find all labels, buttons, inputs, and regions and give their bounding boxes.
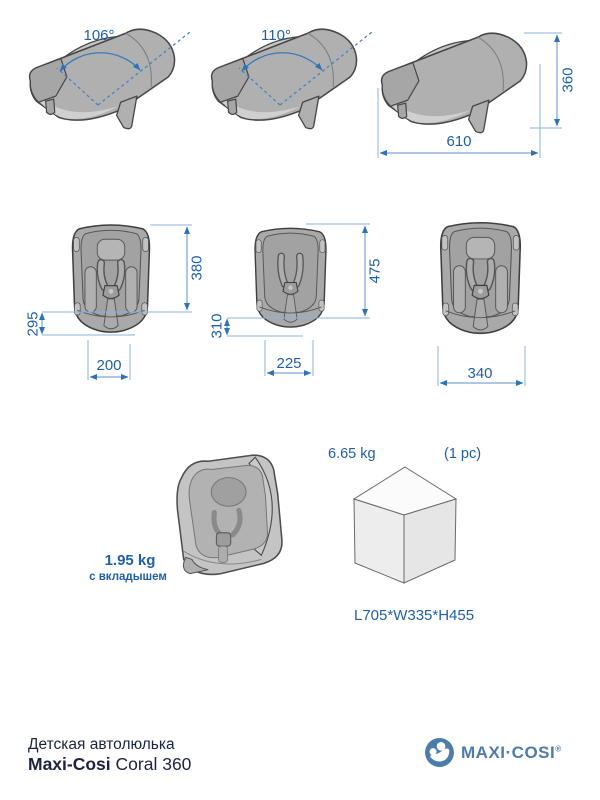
- maxi-cosi-logo-icon: [424, 737, 455, 768]
- product-model: Coral 360: [115, 754, 192, 774]
- front1-label-295: 295: [24, 311, 42, 337]
- seat-weight-value: 1.95 kg: [104, 552, 156, 569]
- product-title: [28, 754, 191, 775]
- product-category: Детская автолюлька: [28, 736, 175, 753]
- seat-weight-note: с вкладышем: [89, 571, 167, 583]
- front1-label-380: 380: [188, 255, 206, 281]
- logo-wordmark-text: MAXI·COSI: [461, 742, 556, 762]
- registered-trademark: ®: [555, 743, 562, 753]
- height-label-360: 360: [559, 67, 577, 93]
- front2-label-225: 225: [276, 355, 302, 372]
- maxi-cosi-logo: [424, 737, 562, 768]
- front2-label-310: 310: [208, 313, 226, 339]
- front2-label-475: 475: [366, 258, 384, 284]
- front3-label-340: 340: [467, 365, 493, 382]
- box-weight: 6.65 kg: [328, 446, 376, 462]
- front1-label-200: 200: [96, 357, 122, 374]
- logo-wordmark: [461, 743, 562, 763]
- angle-label-1: 106°: [83, 27, 115, 44]
- length-label-610: 610: [446, 133, 472, 150]
- product-brand: Maxi-Cosi: [28, 754, 111, 774]
- box-dimensions: L705*W335*H455: [354, 607, 475, 624]
- angle-label-2: 110°: [261, 27, 291, 44]
- dimension-lines-front-2: [227, 224, 370, 376]
- box-quantity: (1 pc): [444, 446, 482, 462]
